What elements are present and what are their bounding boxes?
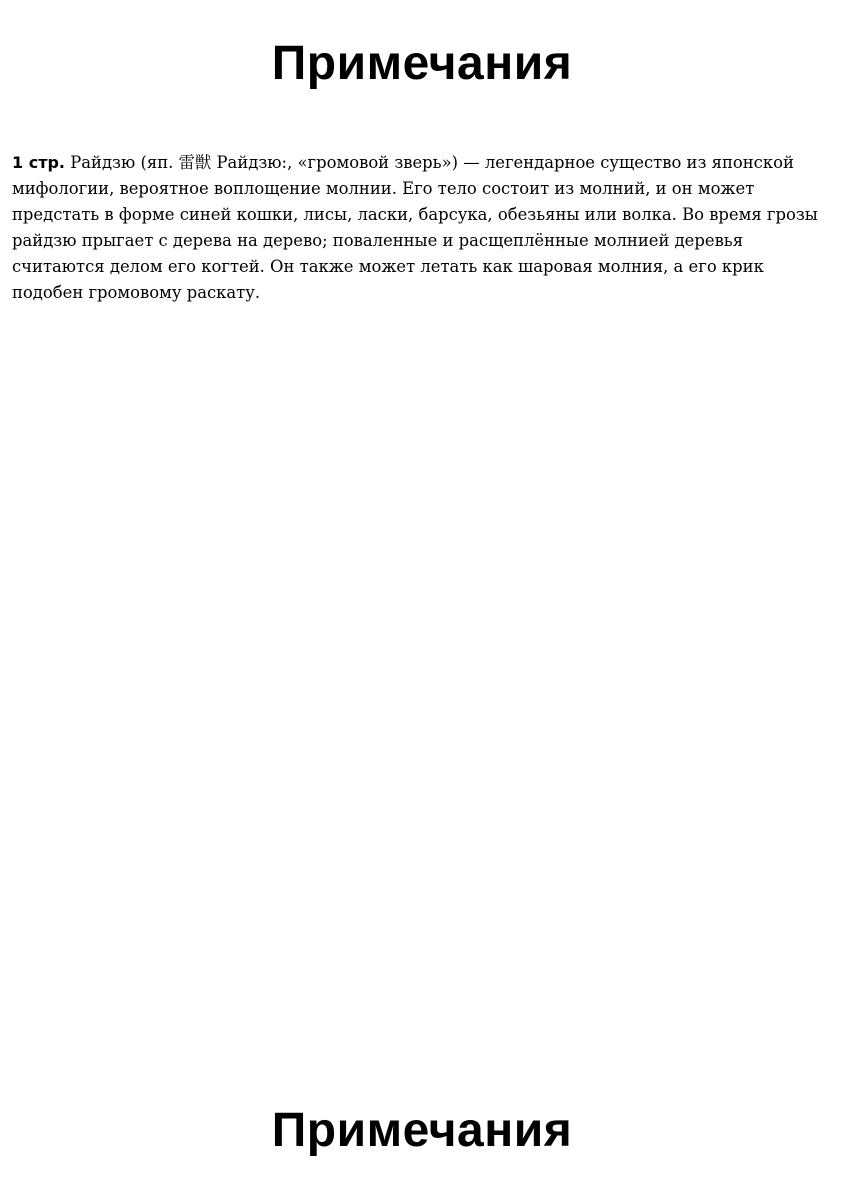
note-reference: 1 стр.: [12, 153, 65, 172]
page-footer-title: Примечания: [271, 1104, 573, 1157]
note-text: Райдзю (яп. 雷獣 Райдзю:, «громовой зверь») — легендарное существо из японской мифологии, вероятное воплощение молнии. Его тело состоит из молний, и он может предстать в форме синей кошки, лисы, ласки, барсука, обезьяны или волка. Во время грозы райдзю прыгает с дерева на дерево; поваленные и расщеплённые молнией деревья считаются делом его когтей. Он также может летать как шаровая молния, а его крик подобен громовому раскату.: [12, 153, 818, 302]
notes-list: [12, 150, 834, 306]
note-item: [12, 150, 834, 306]
page-title: Примечания: [271, 37, 573, 90]
